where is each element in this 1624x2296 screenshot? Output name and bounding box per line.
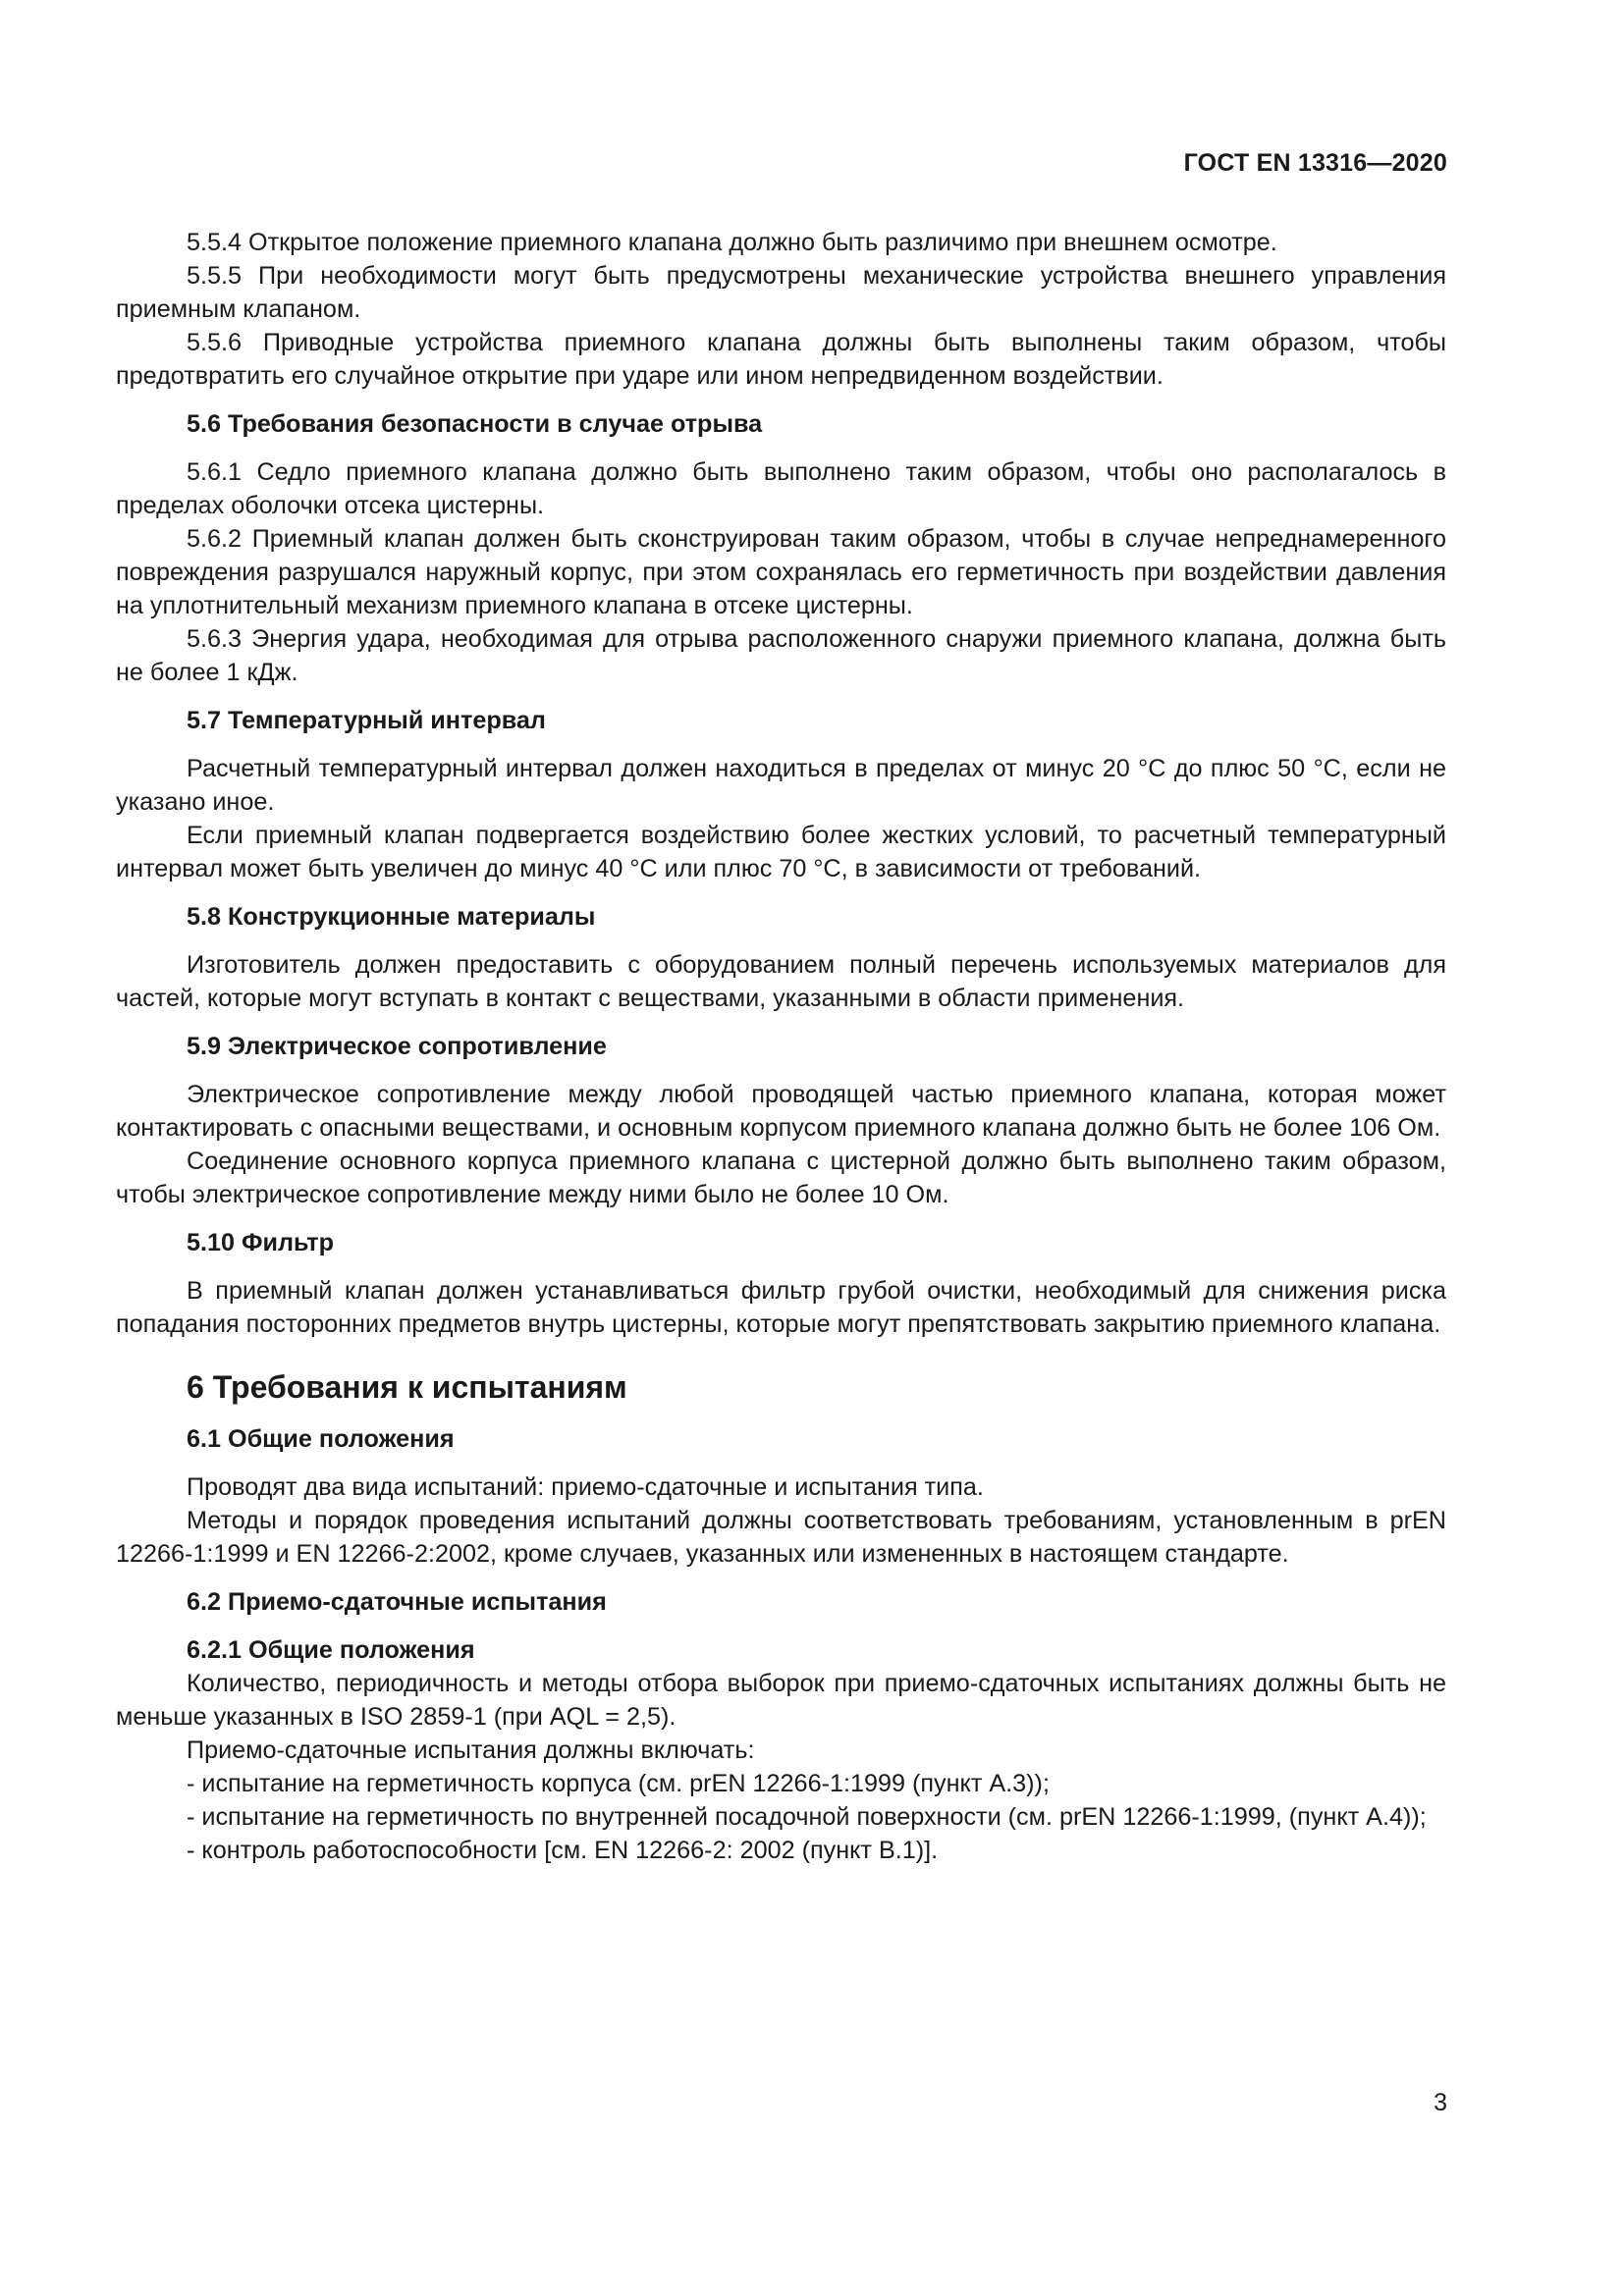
page-number: 3 xyxy=(1434,2089,1447,2116)
paragraph: 5.5.6 Приводные устройства приемного клапана должны быть выполнены таким образом, чтобы предотвратить его случайное открытие при ударе или ином непредвиденном воздействии. xyxy=(116,329,1446,390)
section-heading: 5.9 Электрическое сопротивление xyxy=(187,1033,607,1060)
paragraph: Количество, периодичность и методы отбора выборок при приемо-сдаточных испытаниях должны быть не меньше указанных в ISO 2859-1 (при AQL = 2,5). xyxy=(116,1670,1446,1731)
section-heading: 6.1 Общие положения xyxy=(187,1425,455,1453)
paragraph: 5.6.3 Энергия удара, необходимая для отрыва расположенного снаружи приемного клапана, должна быть не более 1 кДж. xyxy=(116,625,1446,686)
section-heading: 5.8 Конструкционные материалы xyxy=(187,903,596,931)
paragraph: Проводят два вида испытаний: приемо-сдаточные и испытания типа. xyxy=(187,1473,984,1501)
paragraph: 5.5.5 При необходимости могут быть предусмотрены механические устройства внешнего управления приемным клапаном. xyxy=(116,262,1446,323)
list-item: - испытание на герметичность корпуса (см. prEN 12266-1:1999 (пункт А.3)); xyxy=(187,1770,1050,1797)
standard-header: ГОСТ EN 13316—2020 xyxy=(1183,149,1447,177)
document-body xyxy=(116,226,1446,1867)
paragraph: Электрическое сопротивление между любой проводящей частью приемного клапана, которая может контактировать с опасными веществами, и основным корпусом приемного клапана должно быть не более 106 Ом. xyxy=(116,1081,1446,1142)
section-heading: 6.2 Приемо-сдаточные испытания xyxy=(187,1588,607,1616)
paragraph: Если приемный клапан подвергается воздействию более жестких условий, то расчетный температурный интервал может быть увеличен до минус 40 °С или плюс 70 °С, в зависимости от требований. xyxy=(116,822,1446,882)
list-item: - испытание на герметичность по внутренней посадочной поверхности (см. prEN 12266-1:1999, (пункт А.4)); xyxy=(187,1803,1427,1831)
paragraph: Методы и порядок проведения испытаний должны соответствовать требованиям, установленным в prEN 12266-1:1999 и EN 12266-2:2002, кроме случаев, указанных или измененных в настоящем стандарте. xyxy=(116,1507,1446,1568)
paragraph: Приемо-сдаточные испытания должны включать: xyxy=(187,1736,755,1764)
paragraph: 5.5.4 Открытое положение приемного клапана должно быть различимо при внешнем осмотре. xyxy=(187,229,1277,256)
subsection-heading: 6.2.1 Общие положения xyxy=(187,1636,475,1664)
paragraph: Соединение основного корпуса приемного клапана с цистерной должно быть выполнено таким образом, чтобы электрическое сопротивление между ними было не более 10 Ом. xyxy=(116,1148,1446,1208)
paragraph: Расчетный температурный интервал должен находиться в пределах от минус 20 °С до плюс 50 °С, если не указано иное. xyxy=(116,755,1446,816)
chapter-heading: 6 Требования к испытаниям xyxy=(187,1369,627,1405)
section-heading: 5.7 Температурный интервал xyxy=(187,707,546,734)
section-heading: 5.6 Требования безопасности в случае отрыва xyxy=(187,410,763,438)
paragraph: В приемный клапан должен устанавливаться фильтр грубой очистки, необходимый для снижения риска попадания посторонних предметов внутрь цистерны, которые могут препятствовать закрытию приемного клапана. xyxy=(116,1277,1446,1338)
paragraph: 5.6.1 Седло приемного клапана должно быть выполнено таким образом, чтобы оно располагалось в пределах оболочки отсека цистерны. xyxy=(116,458,1446,519)
paragraph: 5.6.2 Приемный клапан должен быть сконструирован таким образом, чтобы в случае непреднамеренного повреждения разрушался наружный корпус, при этом сохранялась его герметичность при воздействии давления на уплотнительный механизм приемного клапана в отсеке цистерны. xyxy=(116,525,1446,619)
section-heading: 5.10 Фильтр xyxy=(187,1229,334,1256)
paragraph: Изготовитель должен предоставить с оборудованием полный перечень используемых материалов для частей, которые могут вступать в контакт с веществами, указанными в области применения. xyxy=(116,951,1446,1012)
list-item: - контроль работоспособности [см. EN 12266-2: 2002 (пункт В.1)]. xyxy=(187,1837,939,1864)
